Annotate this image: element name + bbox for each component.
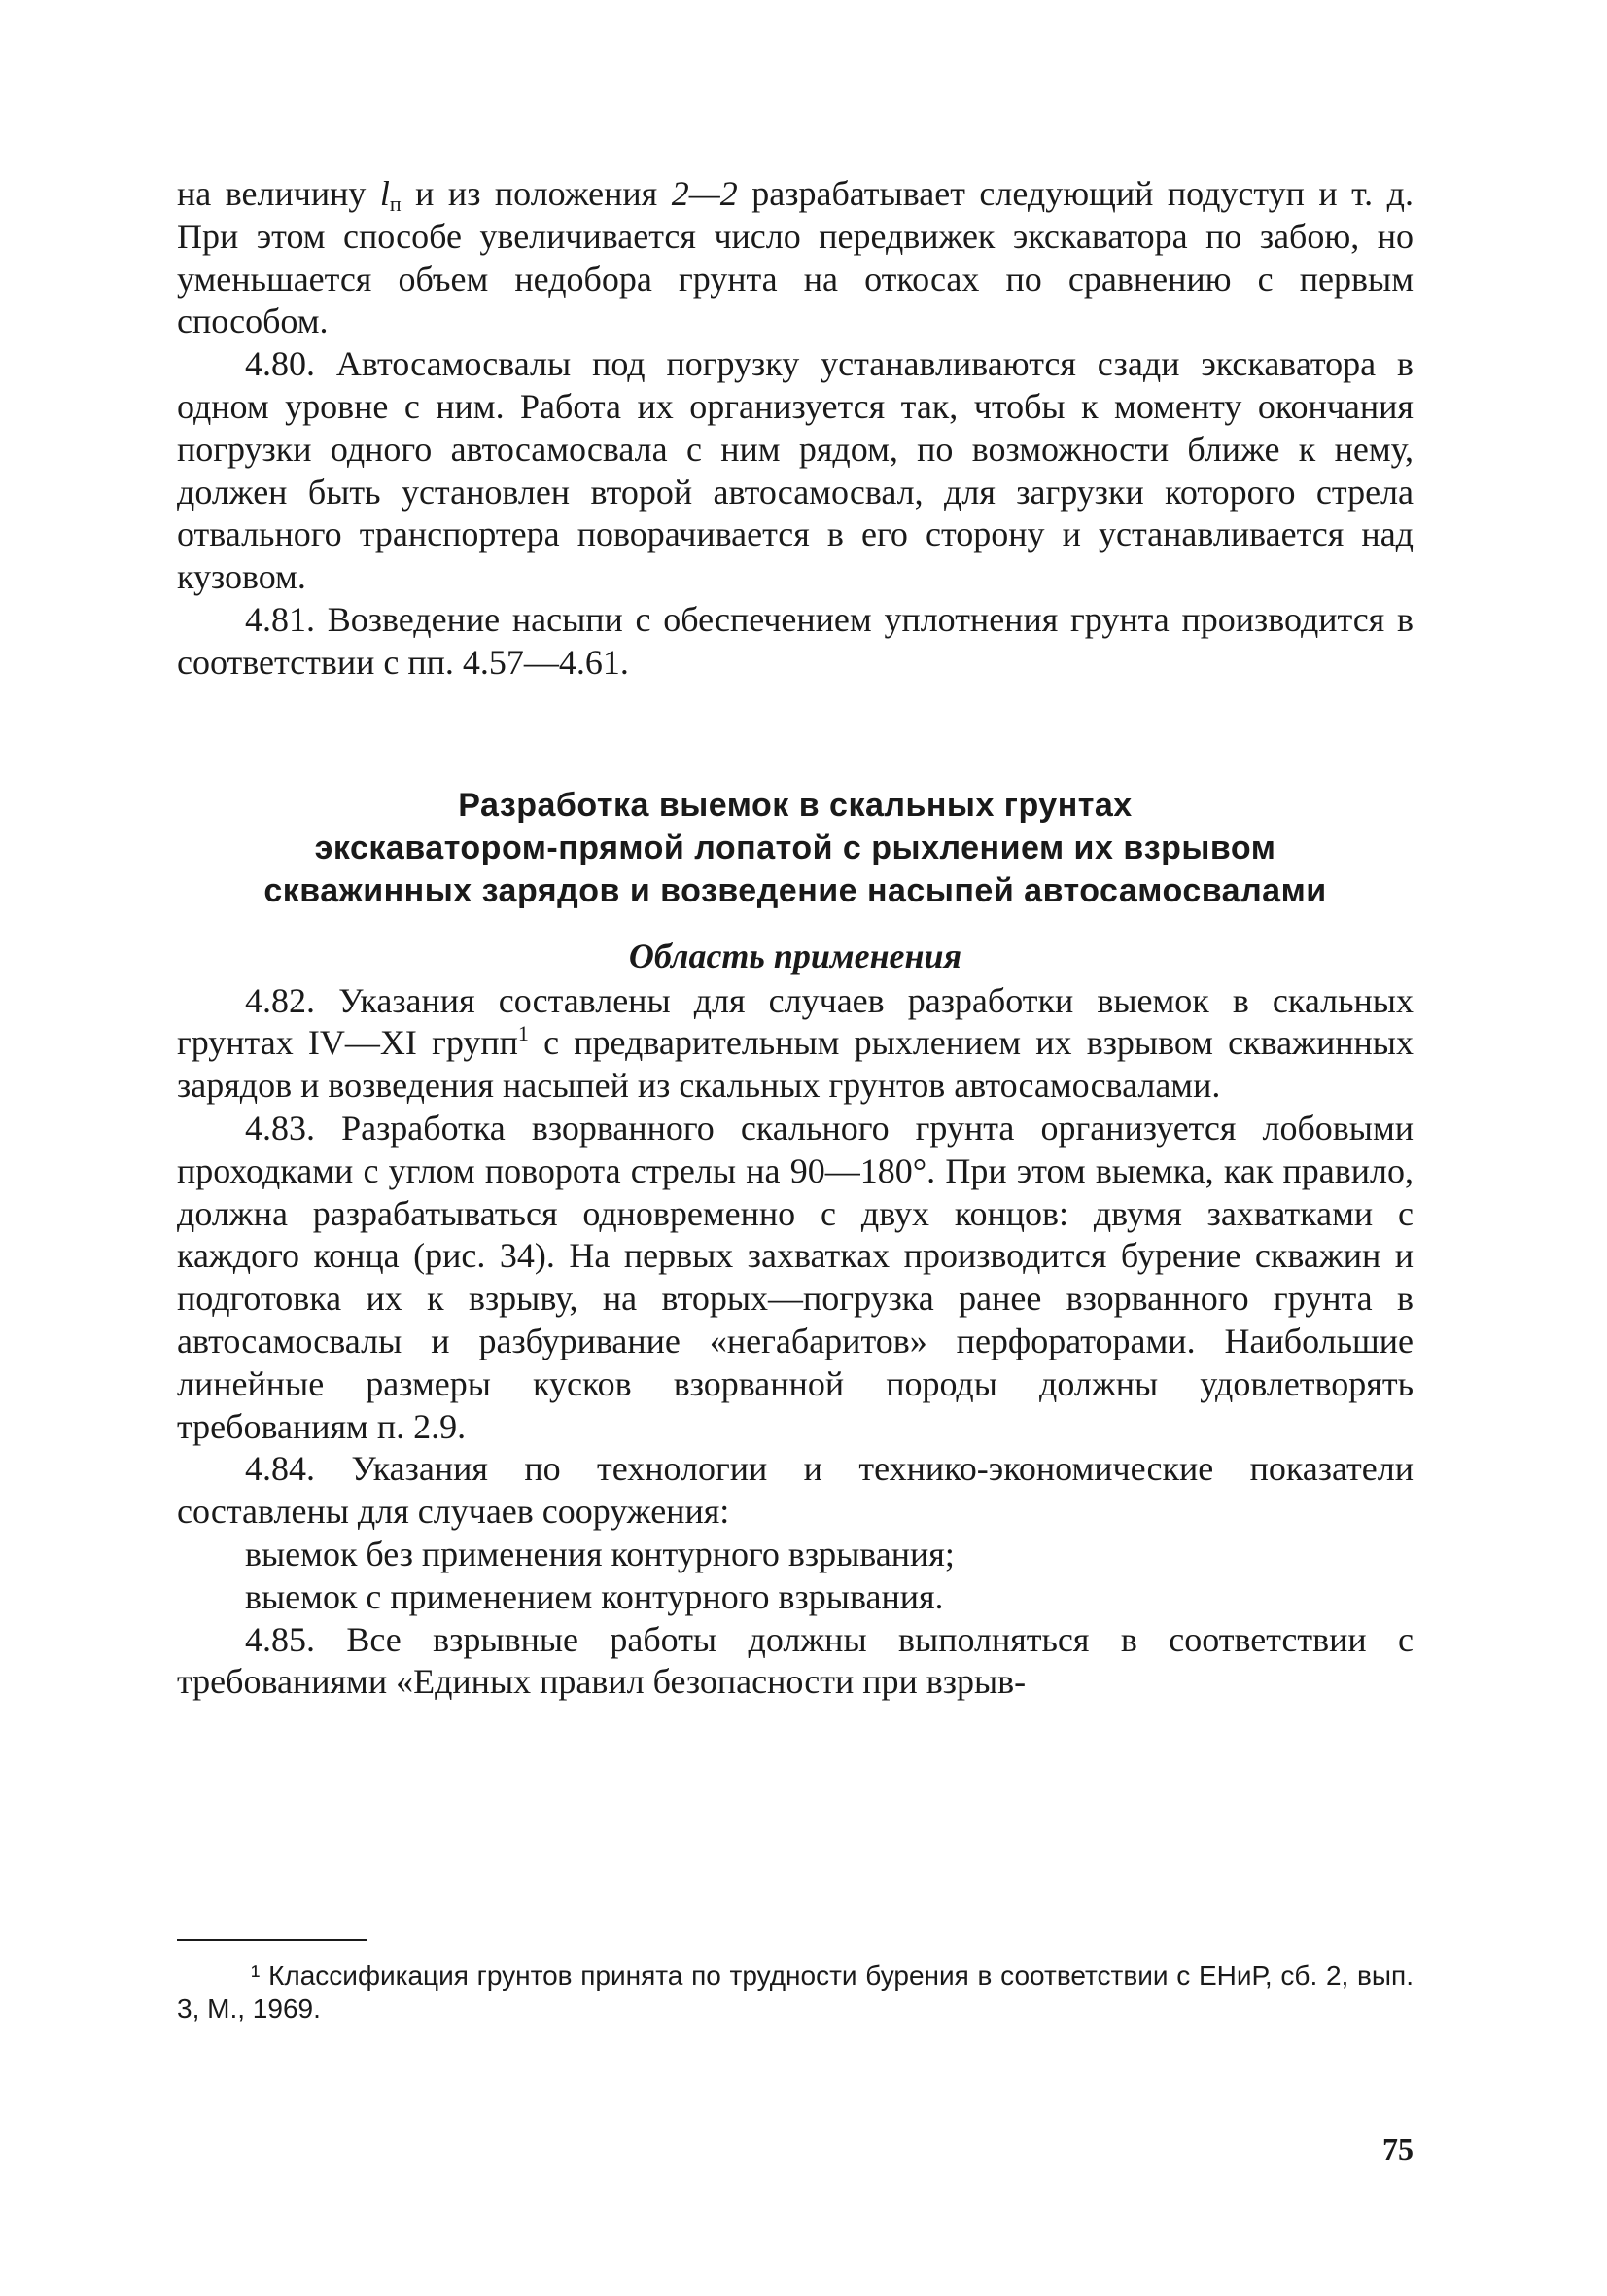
footnote-divider bbox=[177, 1939, 367, 1941]
length-subscript: п bbox=[389, 192, 402, 216]
paragraph-4-84: 4.84. Указания по технологии и технико-экономические показатели составлены для случаев сооружения: bbox=[177, 1449, 1414, 1532]
page-number: 75 bbox=[1382, 2132, 1414, 2167]
construction-cases-list bbox=[177, 1534, 1414, 1619]
page-body bbox=[177, 173, 1414, 1704]
list-item: выемок без применения контурного взрывания; bbox=[245, 1534, 955, 1573]
intro-text-b: и из положения bbox=[415, 174, 658, 213]
paragraph-4-85: 4.85. Все взрывные работы должны выполняться в соответствии с требованиями «Единых правил безопасности при взрыв- bbox=[177, 1619, 1414, 1702]
paragraph-4-82 bbox=[177, 980, 1414, 1108]
section-heading bbox=[177, 784, 1414, 912]
intro-text-c: разрабатывает следующий подуступ и т. д. При этом способе увеличивается число передвижек экскаватора по забою, но уменьшается объем недобора грунта на откосах по сравнению с первым способом. bbox=[177, 174, 1414, 341]
paragraph-4-83: 4.83. Разработка взорванного скального грунта организуется лобовыми проходками с углом поворота стрелы на 90—180°. При этом выемка, как правило, должна разрабатываться одновременно с двух концов: двумя захватками с каждого конца (рис. 34). На первых захватках производится бурение скважин и подготовка их к взрыву, на вторых—погрузка ранее взорванного грунта в автосамосвалы и разбуривание «негабаритов» перфораторами. Наибольшие линейные размеры кусков взорванной породы должны удовлетворять требованиям п. 2.9. bbox=[177, 1108, 1414, 1446]
section-heading-line-3: скважинных зарядов и возведение насыпей автосамосвалами bbox=[263, 871, 1327, 909]
paragraph-4-82-text-b: с предварительным рыхлением их взрывом скважинных зарядов и возведения насыпей из скальных грунтов автосамосвалами. bbox=[177, 1023, 1414, 1106]
paragraph-continuation bbox=[177, 173, 1414, 343]
footnote-reference: 1 bbox=[517, 1021, 529, 1046]
intro-text-a: на величину bbox=[177, 174, 367, 213]
footnote-marker: ¹ bbox=[251, 1960, 261, 1991]
list-item: выемок с применением контурного взрывания. bbox=[245, 1576, 944, 1616]
section-heading-line-2: экскаватором-прямой лопатой с рыхлением их взрывом bbox=[314, 829, 1276, 866]
footnote bbox=[177, 1960, 1414, 2026]
paragraph-4-81: 4.81. Возведение насыпи с обеспечением уплотнения грунта производится в соответствии с пп. 4.57—4.61. bbox=[177, 599, 1414, 682]
length-symbol: l bbox=[379, 174, 390, 213]
position-label: 2—2 bbox=[671, 174, 738, 213]
section-heading-line-1: Разработка выемок в скальных грунтах bbox=[458, 786, 1133, 824]
paragraph-4-82-text-a: 4.82. Указания составлены для случаев разработки выемок в скальных грунтах IV—XI групп bbox=[177, 980, 1414, 1063]
subsection-heading: Область применения bbox=[628, 936, 962, 975]
paragraph-4-80: 4.80. Автосамосвалы под погрузку устанавливаются сзади экскаватора в одном уровне с ним. Работа их организуется так, чтобы к моменту окончания погрузки одного автосамосвала с ним рядом, по возможности ближе к нему, должен быть установлен второй автосамосвал, для загрузки которого стрела отвального транспортера поворачивается в его сторону и устанавливается над кузовом. bbox=[177, 344, 1414, 597]
footnote-text: Классификация грунтов принята по трудности бурения в соответствии с ЕНиР, сб. 2, вып. 3, М., 1969. bbox=[177, 1960, 1415, 2024]
